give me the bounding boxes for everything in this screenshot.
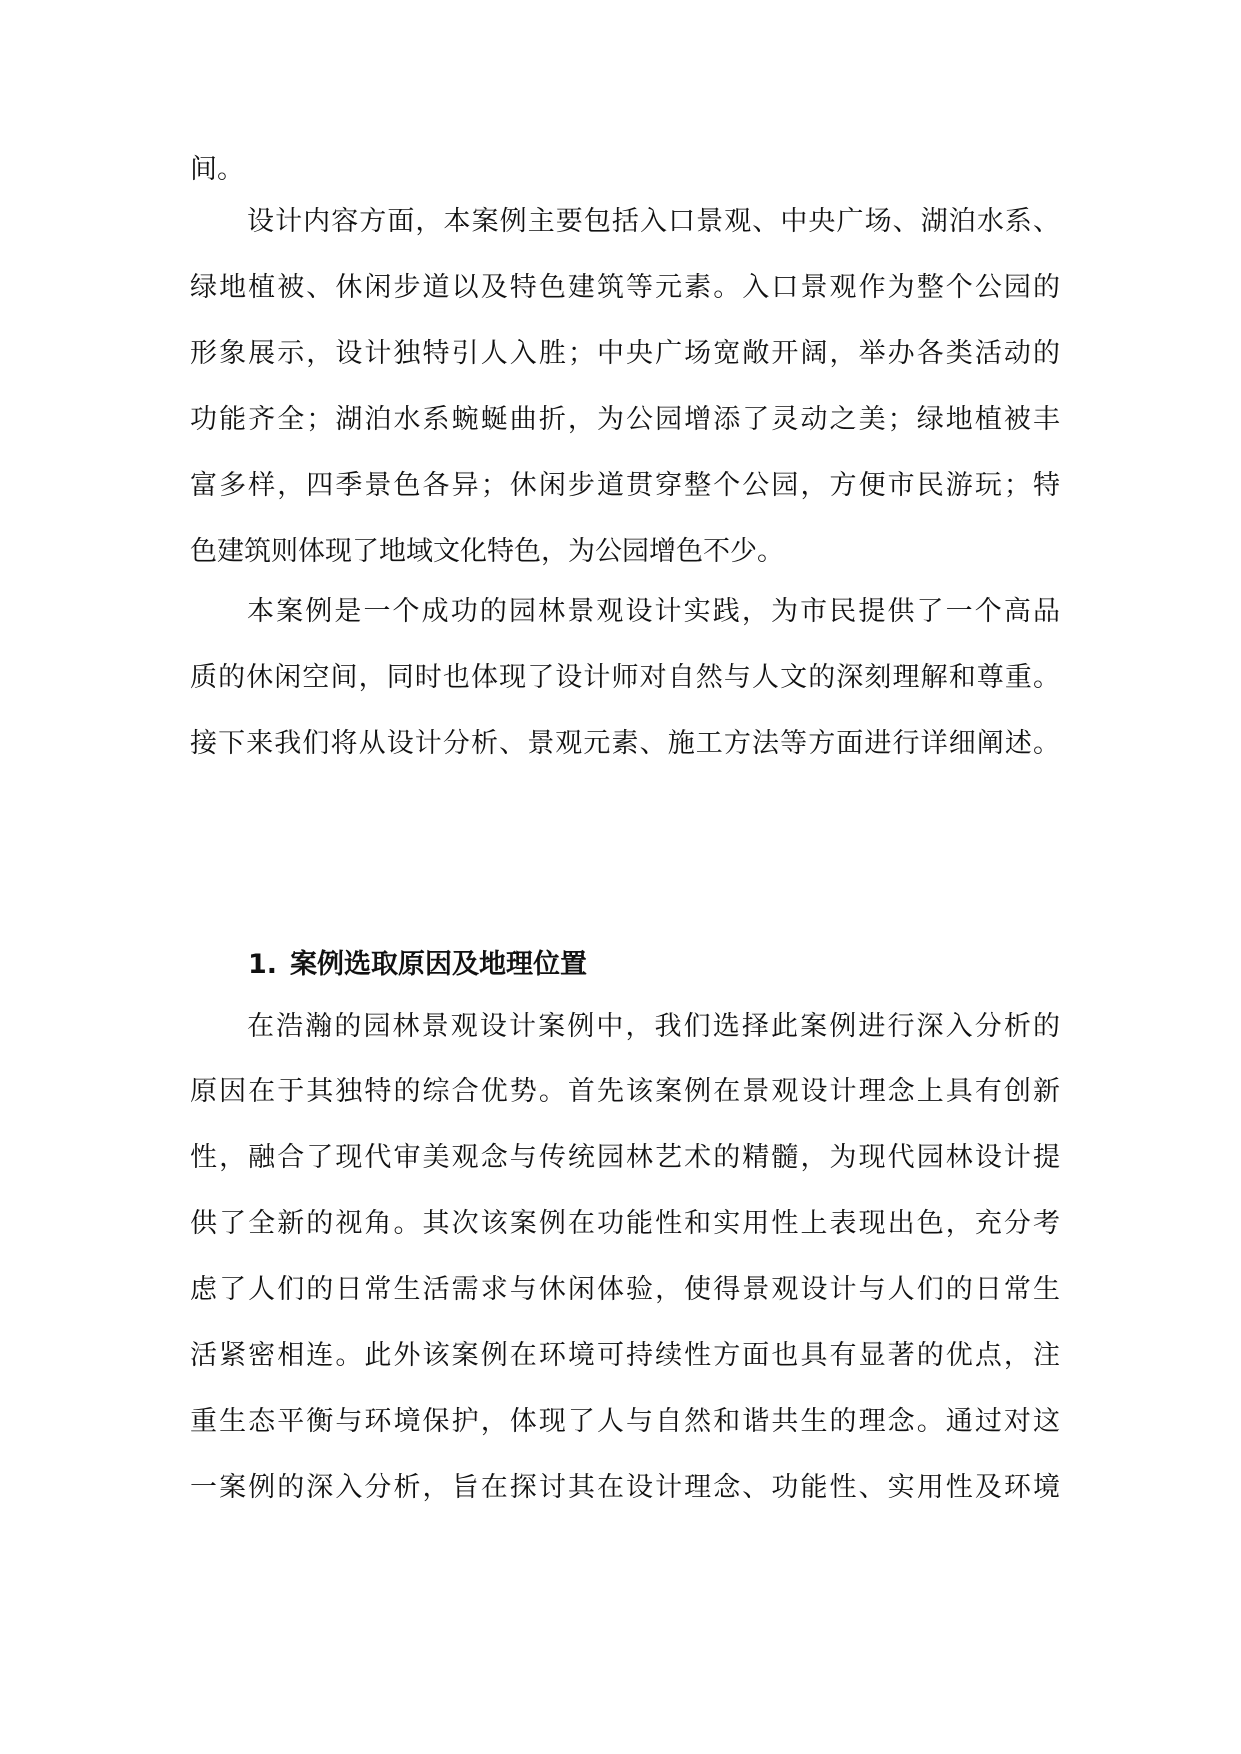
text-line: 本案例是一个成功的园林景观设计实践，为市民提供了一个高品 xyxy=(247,596,1060,627)
text-line: 原因在于其独特的综合优势。首先该案例在景观设计理念上具有创新 xyxy=(190,1076,1060,1107)
text-line: 质的休闲空间，同时也体现了设计师对自然与人文的深刻理解和尊重。 xyxy=(190,662,1060,693)
section-number: 1. xyxy=(248,949,278,980)
text-line: 虑了人们的日常生活需求与休闲体验，使得景观设计与人们的日常生 xyxy=(190,1274,1060,1305)
section-heading xyxy=(248,943,587,987)
text-line: 供了全新的视角。其次该案例在功能性和实用性上表现出色，充分考 xyxy=(190,1208,1060,1239)
text-line: 形象展示，设计独特引人入胜；中央广场宽敞开阔，举办各类活动的 xyxy=(190,338,1060,369)
text-line: 在浩瀚的园林景观设计案例中，我们选择此案例进行深入分析的 xyxy=(247,1011,1060,1042)
text-line: 设计内容方面，本案例主要包括入口景观、中央广场、湖泊水系、 xyxy=(247,206,1060,237)
text-line: 间。 xyxy=(190,154,244,185)
text-line: 绿地植被、休闲步道以及特色建筑等元素。入口景观作为整个公园的 xyxy=(190,272,1060,303)
section-title: 案例选取原因及地理位置 xyxy=(290,949,587,980)
text-line: 重生态平衡与环境保护，体现了人与自然和谐共生的理念。通过对这 xyxy=(190,1406,1060,1437)
text-line: 活紧密相连。此外该案例在环境可持续性方面也具有显著的优点，注 xyxy=(190,1340,1060,1371)
text-line: 功能齐全；湖泊水系蜿蜒曲折，为公园增添了灵动之美；绿地植被丰 xyxy=(190,404,1060,435)
text-line: 富多样，四季景色各异；休闲步道贯穿整个公园，方便市民游玩；特 xyxy=(190,470,1060,501)
text-line: 一案例的深入分析，旨在探讨其在设计理念、功能性、实用性及环境 xyxy=(190,1472,1060,1503)
text-line: 接下来我们将从设计分析、景观元素、施工方法等方面进行详细阐述。 xyxy=(190,728,1060,759)
text-line: 性，融合了现代审美观念与传统园林艺术的精髓，为现代园林设计提 xyxy=(190,1142,1060,1173)
text-line: 色建筑则体现了地域文化特色，为公园增色不少。 xyxy=(190,536,784,567)
